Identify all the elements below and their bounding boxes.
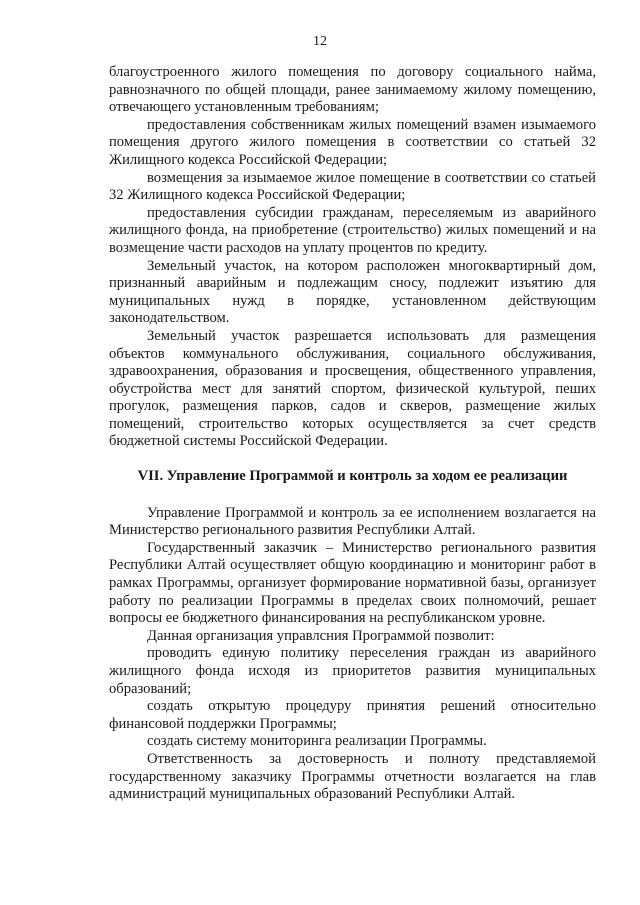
paragraph-continuation: благоустроенного жилого помещения по договору социального найма, равнозначного по общей площади, ранее занимаемому жилому помещению, отвечающего установленным требованиям; (109, 64, 596, 116)
paragraph: Земельный участок разрешается использовать для размещения объектов коммунального обслуживания, социального обслуживания, здравоохранения, образования и просвещения, общественного управления, обустройства мест для занятий спортом, физической культурой, пеших прогулок, размещения парков, садов и скверов, размещение жилых помещений, строительство которых осуществляется за счет средств бюджетной системы Российской Федерации. (109, 327, 596, 450)
section-heading: VII. Управление Программой и контроль за ходом ее реализации (137, 468, 568, 485)
paragraph: Данная организация управлсния Программой позволит: (147, 627, 495, 644)
paragraph: Государственный заказчик – Министерство регионального развития Республики Алтай осуществляет общую координацию и мониторинг работ в рамках Программы, организует формирование нормативной базы, организует работу по реализации Программы в пределах своих полномочий, решает вопросы ее бюджетного финансирования на республиканском уровне. (109, 539, 596, 627)
paragraph: создать открытую процедуру принятия решений относительно финансовой поддержки Программы; (109, 698, 596, 732)
paragraph: Земельный участок, на котором расположен многоквартирный дом, признанный аварийным и подлежащим сносу, подлежит изъятию для муниципальных нужд в порядке, установленном действующим законодательством. (109, 257, 596, 327)
paragraph: проводить единую политику переселения граждан из аварийного жилищного фонда исходя из приоритетов развития муниципальных образований; (109, 645, 596, 697)
paragraph: создать систему мониторинга реализации Программы. (147, 733, 487, 750)
document-body (109, 64, 596, 804)
page-number: 12 (313, 34, 327, 49)
paragraph: предоставления субсидии гражданам, переселяемым из аварийного жилищного фонда, на приобретение (строительство) жилых помещений и на возмещение части расходов на уплату процентов по кредиту. (109, 204, 596, 256)
paragraph: предоставления собственникам жилых помещений взамен изымаемого помещения другого жилого помещения в соответствии со статьей 32 Жилищного кодекса Российской Федерации; (109, 116, 596, 168)
paragraph: Управление Программой и контроль за ее исполнением возлагается на Министерство регионального развития Республики Алтай. (109, 504, 596, 539)
paragraph: возмещения за изымаемое жилое помещение в соответствии со статьей 32 Жилищного кодекса Российской Федерации; (109, 169, 596, 204)
paragraph: Ответственность за достоверность и полноту представляемой государственному заказчику Программы отчетности возлагается на глав администраций муниципальных образований Республики Алтай. (109, 750, 596, 803)
